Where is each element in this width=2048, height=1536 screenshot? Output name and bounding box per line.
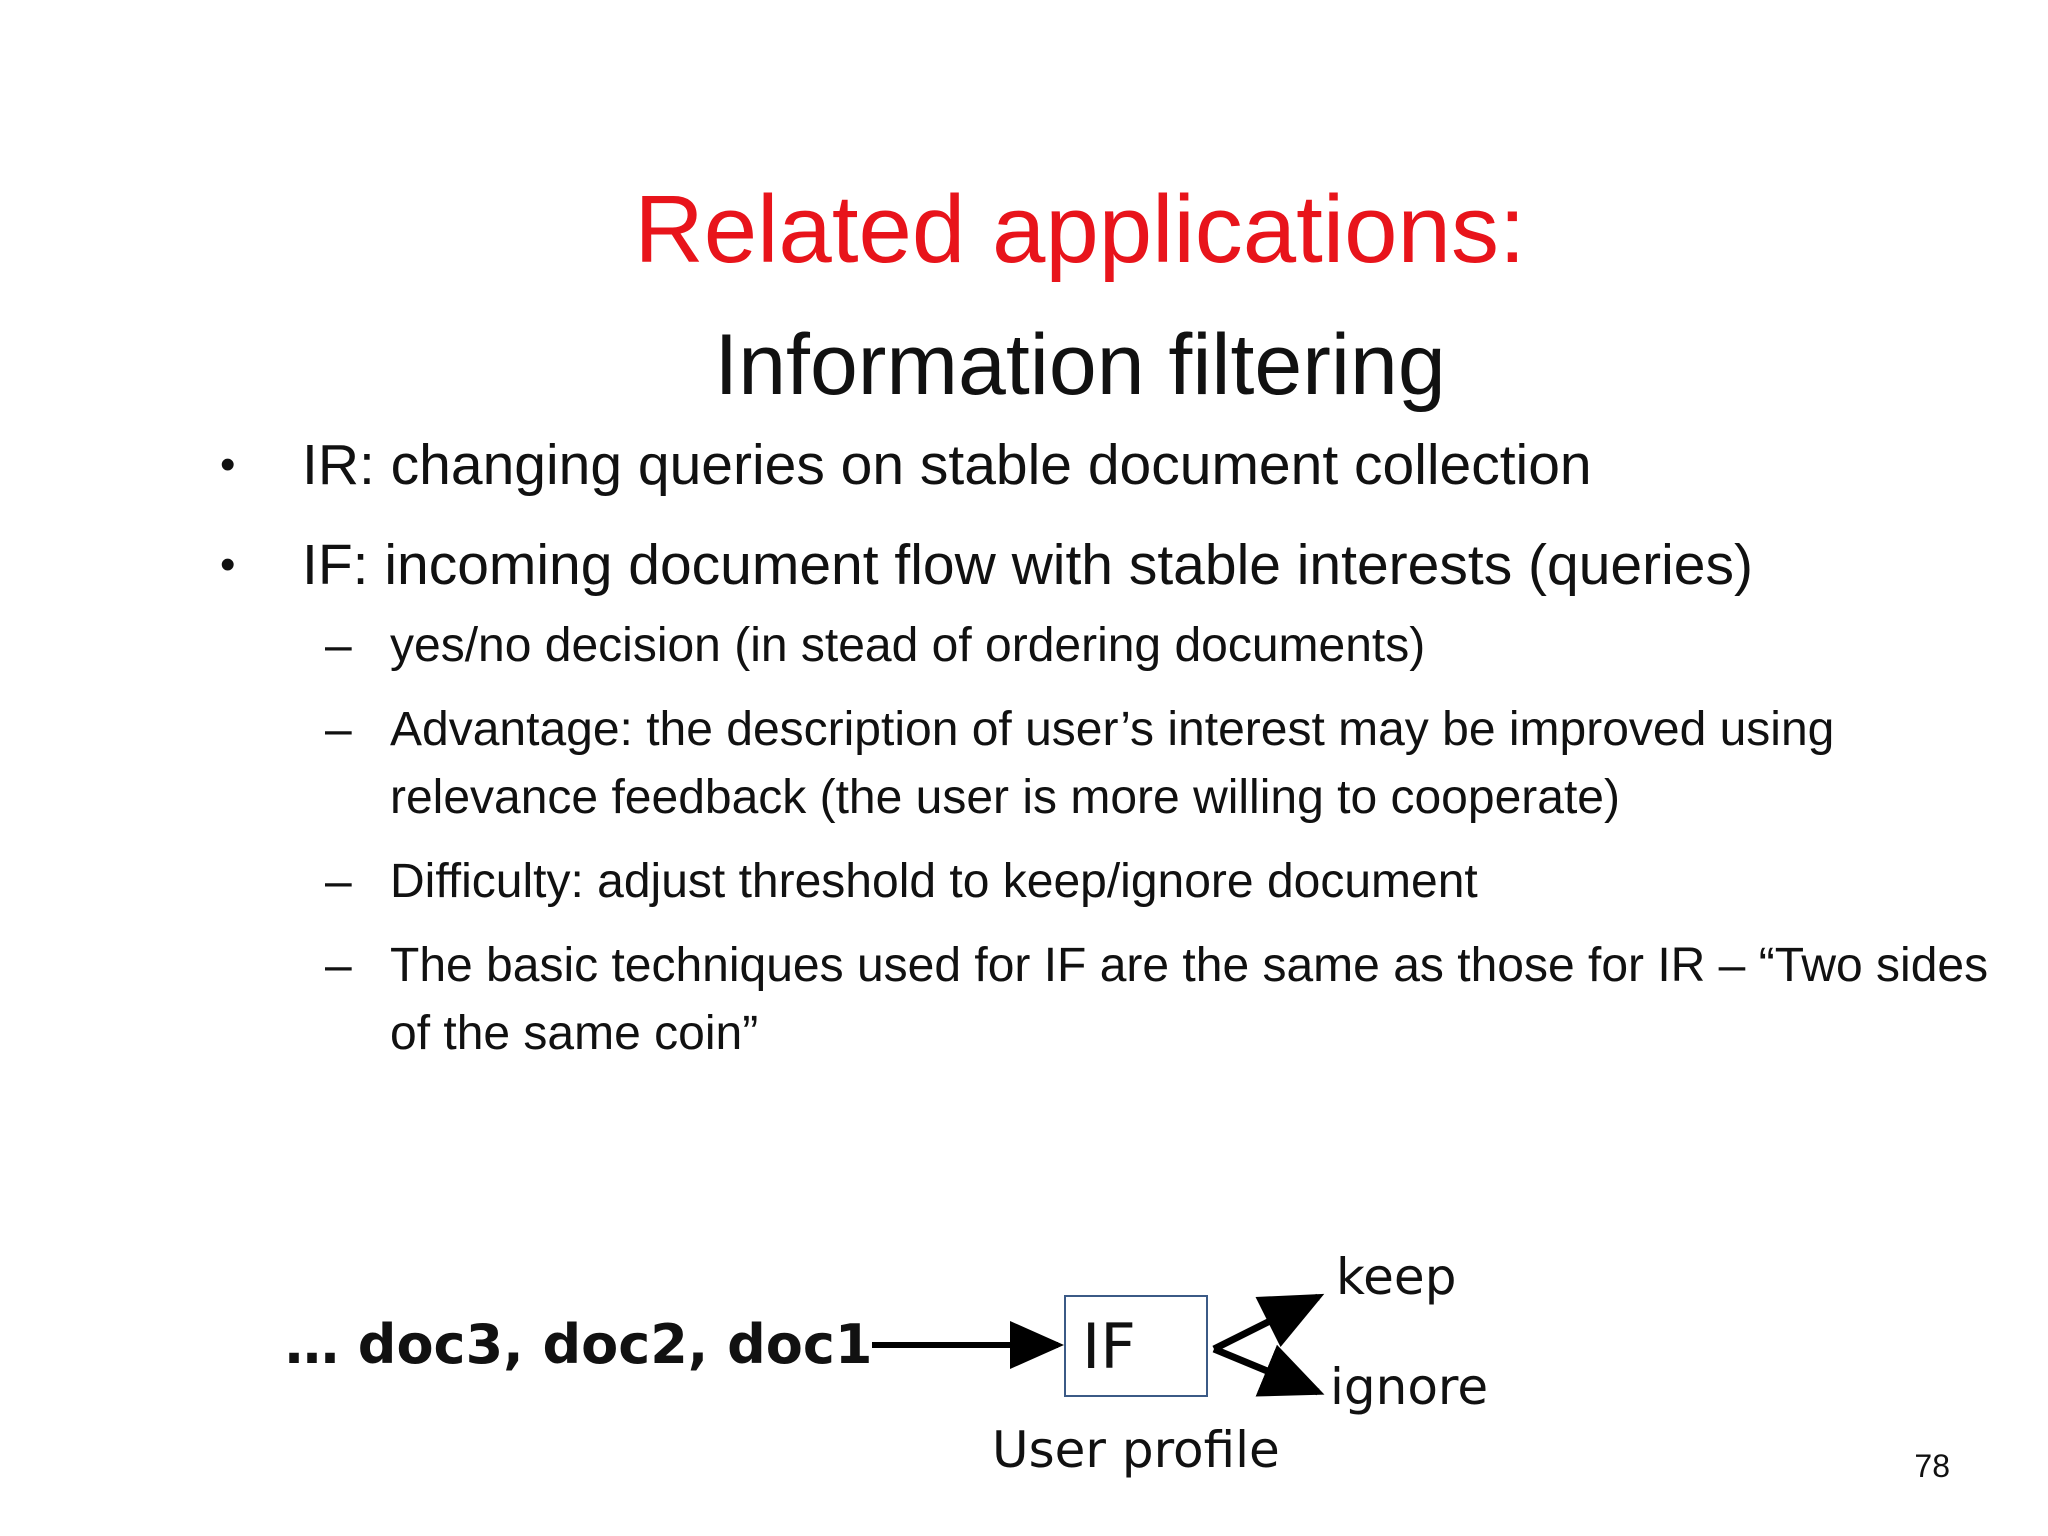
sub-bullet-text: yes/no decision (in stead of ordering documents) <box>390 619 1426 672</box>
keep-arrow <box>1214 1297 1318 1349</box>
dash-marker: – <box>325 939 352 992</box>
slide-subtitle: Information filtering <box>714 317 1446 413</box>
slide-number: 78 <box>1914 1448 1950 1484</box>
if-box-label: IF <box>1082 1310 1136 1383</box>
if-filter-box <box>1064 1295 1208 1397</box>
sub-bullet-text: Difficulty: adjust threshold to keep/ignore document <box>390 855 1478 908</box>
dash-marker: – <box>325 855 352 908</box>
ignore-label: ignore <box>1330 1358 1489 1416</box>
document-stream-label: … doc3, doc2, doc1 <box>285 1313 873 1376</box>
bullet-text: IR: changing queries on stable document collection <box>302 433 1592 497</box>
dash-marker: – <box>325 619 352 672</box>
sub-bullet-text: The basic techniques used for IF are the same as those for IR – “Two sides of the same coin” <box>390 939 1989 1060</box>
user-profile-label: User profile <box>992 1421 1280 1479</box>
bullet-marker: • <box>220 440 236 489</box>
dash-marker: – <box>325 703 352 756</box>
bullet-marker: • <box>220 540 236 589</box>
bullet-text: IF: incoming document flow with stable interests (queries) <box>302 533 1753 597</box>
keep-label: keep <box>1336 1248 1457 1306</box>
sub-bullet-text: Advantage: the description of user’s interest may be improved using relevance feedback (the user is more willing to cooperate) <box>390 703 1835 824</box>
ignore-arrow <box>1214 1349 1318 1392</box>
slide-title: Related applications: <box>634 176 1526 283</box>
